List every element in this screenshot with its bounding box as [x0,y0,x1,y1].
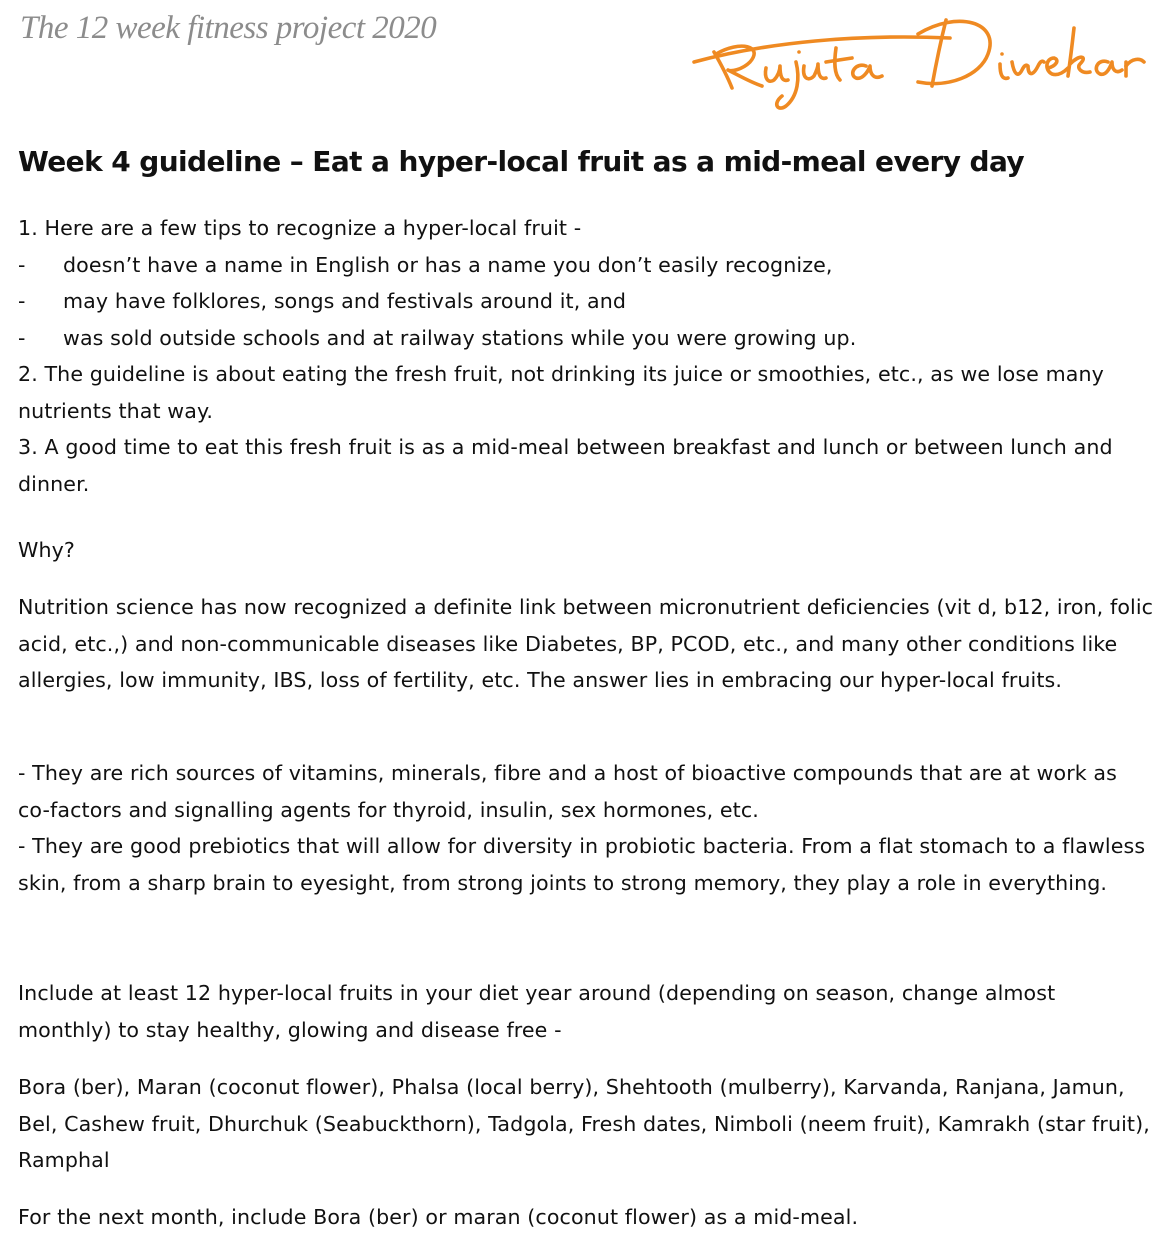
tips-section [18,210,1154,502]
week-4-guideline-heading: Week 4 guideline – Eat a hyper-local fruit as a mid-meal every day [18,145,1025,178]
rujuta-diwekar-signature-logo [688,4,1148,116]
fruits-intro-block [18,975,1154,1048]
fruits-intro: Include at least 12 hyper-local fruits in your diet year around (depending on season, change almost monthly) to stay healthy, glowing and disease free - [18,981,1056,1042]
benefits-block [18,755,1154,901]
benefit-item: - They are good prebiotics that will allow for diversity in probiotic bacteria. From a flat stomach to a flawless skin, from a sharp brain to eyesight, from strong joints to strong memory, they play a role in everything. [18,834,1146,895]
project-title: The 12 week fitness project 2020 [20,10,437,46]
tips-intro: 1. Here are a few tips to recognize a hyper-local fruit - [18,216,582,240]
tip-bullet [18,283,1154,320]
benefit-item: - They are rich sources of vitamins, minerals, fibre and a host of bioactive compounds that are at work as co-factors and signalling agents for thyroid, insulin, sex hormones, etc. [18,761,1117,822]
why-label: Why? [18,538,75,562]
fruits-list-block [18,1069,1154,1179]
closing-line: For the next month, include Bora (ber) or maran (coconut flower) as a mid-meal. [18,1205,859,1229]
tip-bullet-text: may have folklores, songs and festivals around it, and [63,289,627,313]
tip-point-3: 3. A good time to eat this fresh fruit is as a mid-meal between breakfast and lunch or between lunch and dinner. [18,435,1113,496]
why-paragraph: Nutrition science has now recognized a definite link between micronutrient deficiencies (vit d, b12, iron, folic acid, etc.,) and non-communicable diseases like Diabetes, BP, PCOD, etc., and many other conditions like allergies, low immunity, IBS, loss of fertility, etc. The answer lies in embracing our hyper-local fruits. [18,595,1154,692]
bullet-dash: - [18,325,26,350]
tip-bullet [18,320,1154,357]
tip-point-2: 2. The guideline is about eating the fresh fruit, not drinking its juice or smoothies, etc., as we lose many nutrients that way. [18,362,1104,423]
bullet-dash: - [18,289,26,313]
document-header [0,0,1160,120]
why-label-block [18,532,1154,569]
bullet-dash: - [18,252,26,277]
tip-bullet [18,247,1154,284]
tip-bullet-text: doesn’t have a name in English or has a name you don’t easily recognize, [63,252,833,277]
why-paragraph-block [18,589,1154,699]
tip-bullet-text: was sold outside schools and at railway stations while you were growing up. [63,325,857,350]
fruits-list: Bora (ber), Maran (coconut flower), Phalsa (local berry), Shehtooth (mulberry), Karvanda, Ranjana, Jamun, Bel, Cashew fruit, Dhurchuk (Seabuckthorn), Tadgola, Fresh dates, Nimboli (neem fruit), Kamrakh (star fruit), Ramphal [18,1075,1150,1172]
closing-block [18,1199,1154,1236]
